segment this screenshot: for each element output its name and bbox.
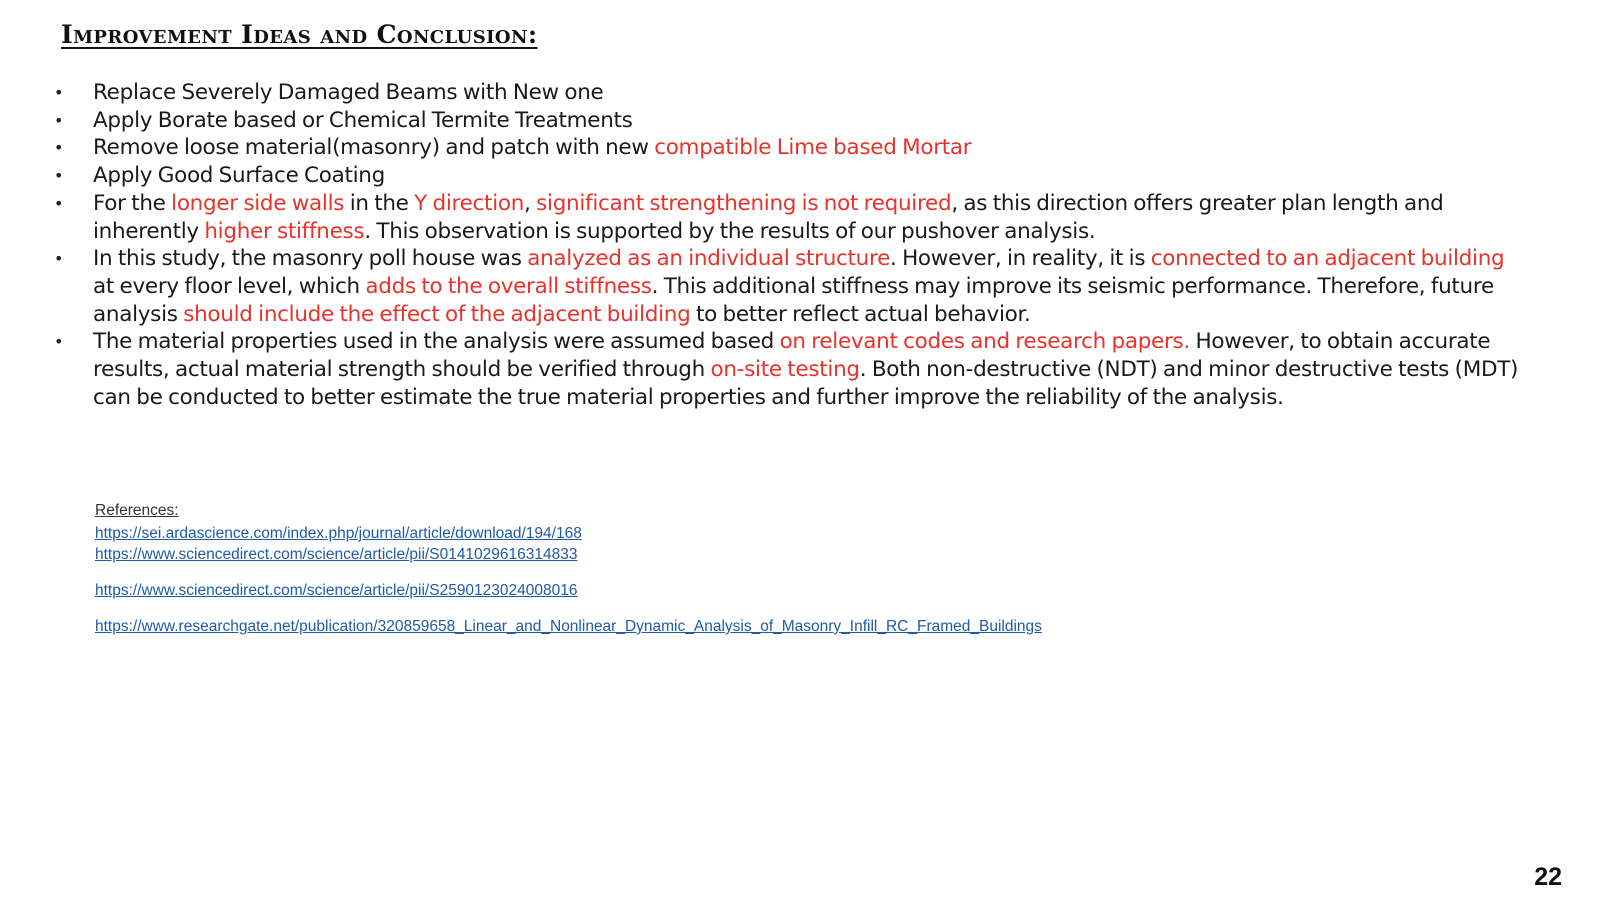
bullet-text: For the bbox=[93, 190, 172, 216]
bullet-text: , bbox=[524, 190, 537, 216]
bullet-text: at every floor level, which bbox=[93, 273, 366, 299]
highlighted-text: Y direction bbox=[414, 190, 525, 216]
highlighted-text: on-site testing bbox=[710, 357, 860, 383]
bullet-item bbox=[54, 162, 1524, 190]
highlighted-text: higher stiffness bbox=[204, 218, 365, 244]
bullet-item bbox=[54, 328, 1524, 411]
bullet-item bbox=[54, 79, 1524, 107]
references-section bbox=[95, 502, 1042, 637]
highlighted-text: connected to an adjacent building bbox=[1150, 246, 1505, 272]
bullet-list bbox=[54, 79, 1524, 411]
bullet-text: Replace Severely Damaged Beams with New one bbox=[93, 80, 604, 105]
bullet-dot-icon: • bbox=[54, 332, 64, 352]
reference-link-1[interactable]: https://sei.ardascience.com/index.php/journal/article/download/194/168 bbox=[95, 525, 582, 542]
bullet-dot-icon: • bbox=[54, 110, 64, 130]
bullet-item bbox=[54, 107, 1524, 135]
bullet-text: , as this direction offers greater plan length and inherently bbox=[93, 190, 1444, 244]
bullet-dot-icon: • bbox=[54, 83, 64, 102]
highlighted-text: analyzed as an individual structure bbox=[527, 246, 890, 272]
bullet-text: . This observation is supported by the results of our pushover analysis. bbox=[364, 218, 1096, 244]
bullet-item bbox=[54, 245, 1524, 328]
bullet-text: Apply Borate based or Chemical Termite Treatments bbox=[93, 107, 633, 133]
bullet-item bbox=[54, 190, 1524, 245]
bullet-text: The material properties used in the analysis were assumed based bbox=[93, 329, 780, 355]
bullet-text: However, to obtain accurate results, actual material strength should be verified through bbox=[93, 329, 1491, 383]
bullet-dot-icon: • bbox=[54, 249, 64, 269]
reference-link-3[interactable]: https://www.sciencedirect.com/science/article/pii/S2590123024008016 bbox=[95, 582, 578, 599]
highlighted-text: longer side walls bbox=[171, 190, 345, 216]
highlighted-text: compatible Lime based Mortar bbox=[654, 135, 972, 161]
highlighted-text: on relevant codes and research papers. bbox=[779, 329, 1190, 355]
bullet-dot-icon: • bbox=[54, 193, 64, 213]
references-label: References: bbox=[95, 502, 179, 519]
bullet-text: . However, in reality, it is bbox=[890, 246, 1151, 272]
reference-link-4[interactable]: https://www.researchgate.net/publication/320859658_Linear_and_Nonlinear_Dynamic_Analysis_of_Masonry_Infill_RC_Framed_Buildings bbox=[95, 618, 1042, 635]
bullet-text: . This additional stiffness may improve its seismic performance. Therefore, future analysis bbox=[93, 273, 1494, 327]
bullet-dot-icon: • bbox=[54, 138, 64, 158]
bullet-text: to better reflect actual behavior. bbox=[690, 301, 1031, 327]
slide-title: Improvement Ideas and Conclusion: bbox=[61, 20, 538, 49]
bullet-text: in the bbox=[344, 190, 415, 216]
bullet-text: Remove loose material(masonry) and patch with new bbox=[93, 135, 655, 161]
bullet-text: . Both non-destructive (NDT) and minor destructive tests (MDT) can be conducted to better estimate the true material properties and further improve the reliability of the analysis. bbox=[93, 357, 1519, 410]
highlighted-text: should include the effect of the adjacent building bbox=[183, 301, 691, 327]
bullet-text: In this study, the masonry poll house was bbox=[93, 246, 528, 272]
bullet-dot-icon: • bbox=[54, 166, 64, 186]
highlighted-text: significant strengthening is not required bbox=[536, 190, 952, 216]
bullet-item bbox=[54, 134, 1524, 162]
highlighted-text: adds to the overall stiffness bbox=[365, 273, 652, 299]
page-number: 22 bbox=[1534, 863, 1562, 891]
reference-link-2[interactable]: https://www.sciencedirect.com/science/article/pii/S0141029616314833 bbox=[95, 546, 578, 563]
bullet-text: Apply Good Surface Coating bbox=[93, 163, 385, 189]
